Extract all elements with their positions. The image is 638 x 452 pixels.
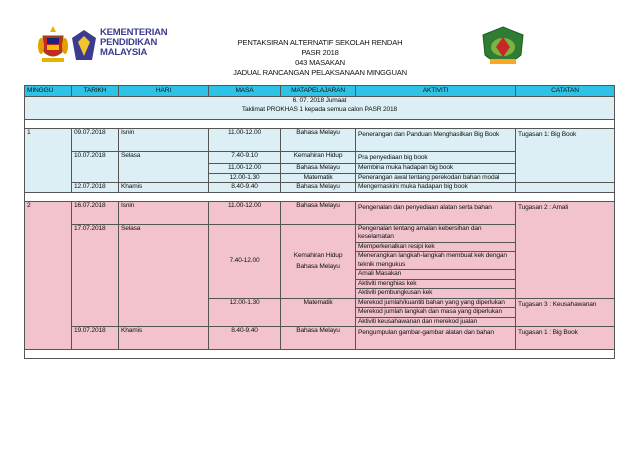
day-cell: Khamis	[119, 327, 209, 350]
day-cell: Isnin	[119, 129, 209, 152]
date-cell: 09.07.2018	[72, 129, 119, 152]
note-cell	[516, 183, 615, 193]
col-aktiviti: AKTIVITI	[356, 86, 516, 97]
activity-cell: Pengenalan tentang amalan kebersihan dan keselamatan	[356, 224, 516, 242]
col-tarikh: TARIKH	[72, 86, 119, 97]
spacer-cell	[25, 192, 615, 201]
header-subtitle: PASR 2018	[301, 48, 339, 57]
activity-cell: Aktiviti menghias kek	[356, 279, 516, 289]
school-badge-icon	[480, 25, 526, 71]
day-cell: Khamis	[119, 183, 209, 193]
activity-cell: Merekod jumlah/kuantiti bahan yang yang diperlukan	[356, 298, 516, 308]
subject-cell: Matematik	[281, 173, 356, 183]
date-cell: 12.07.2018	[72, 183, 119, 193]
time-cell: 12.00-1.30	[209, 298, 281, 327]
document-header	[180, 38, 460, 78]
activity-cell: Pengumpulan gambar-gambar alatan dan bahan	[356, 327, 516, 350]
subject-cell: Bahasa Melayu	[281, 129, 356, 152]
subject-cell: Kemahiran Hidup Bahasa Melayu	[281, 224, 356, 298]
ministry-line-1: KEMENTERIAN	[100, 27, 168, 38]
day-cell: Isnin	[119, 201, 209, 224]
spacer-row	[25, 350, 615, 359]
activity-cell: Aktiviti keusahawanan dan merekod jualan	[356, 317, 516, 327]
col-hari: HARI	[119, 86, 209, 97]
week-number: 2	[25, 201, 72, 350]
activity-cell: Penerangan dan Panduan Menghasilkan Big Book	[356, 129, 516, 152]
time-cell: 11.00-12.00	[209, 201, 281, 224]
time-cell: 8.40-9.40	[209, 327, 281, 350]
header-subject: 043 MASAKAN	[295, 58, 345, 67]
time-cell: 7.40-9.10	[209, 152, 281, 164]
date-cell: 16.07.2018	[72, 201, 119, 224]
ministry-line-3: MALAYSIA	[100, 47, 148, 58]
notice-text: Taklimat PROKHAS 1 kepada semua calon PASR 2018	[241, 105, 398, 113]
time-cell: 7.40-12.00	[209, 224, 281, 298]
activity-cell: Penerangan awal tentang perekodan bahan modal	[356, 173, 516, 183]
col-matapelajaran: MATAPELAJARAN	[281, 86, 356, 97]
activity-cell: Membina muka hadapan big book	[356, 164, 516, 174]
time-cell: 11.00-12.00	[209, 164, 281, 174]
header-schedule-title: JADUAL RANCANGAN PELAKSANAAN MINGGUAN	[233, 68, 407, 77]
note-cell: Tugasan 1: Big Book	[516, 129, 615, 183]
activity-cell: Pengenalan dan penyediaan alatan serta bahan	[356, 201, 516, 224]
activity-cell: Mengemaskini muka hadapan big book	[356, 183, 516, 193]
subject-cell: Bahasa Melayu	[281, 327, 356, 350]
col-masa: MASA	[209, 86, 281, 97]
activity-cell: Menerangkan langkah-langkah membuat kek dengan teknik mengukus	[356, 252, 516, 270]
col-minggu: MINGGU	[25, 86, 72, 97]
activity-cell: Pra penyediaan big book	[356, 152, 516, 164]
time-cell: 12.00-1.30	[209, 173, 281, 183]
subject-cell: Kemahiran Hidup	[281, 152, 356, 164]
date-cell: 17.07.2018	[72, 224, 119, 327]
ministry-logo	[38, 22, 168, 70]
spacer-row	[25, 120, 615, 129]
spacer-row	[25, 192, 615, 201]
day-cell: Selasa	[119, 224, 209, 327]
table-row	[25, 201, 615, 224]
activity-cell: Amali Masakan	[356, 270, 516, 280]
date-cell: 10.07.2018	[72, 152, 119, 183]
note-cell: Tugasan 2 : Amali	[516, 201, 615, 298]
kpm-emblem-icon	[70, 28, 98, 64]
subject-cell: Bahasa Melayu	[281, 201, 356, 224]
malaysia-crest-icon	[38, 24, 68, 66]
table-row	[25, 183, 615, 193]
ministry-line-2: PENDIDIKAN	[100, 37, 158, 48]
subject-cell: Bahasa Melayu	[281, 183, 356, 193]
table-row	[25, 327, 615, 350]
activity-cell: Merekod jumlah langkah dan masa yang diperlukan	[356, 308, 516, 318]
col-catatan: CATATAN	[516, 86, 615, 97]
subject-cell: Matematik	[281, 298, 356, 327]
table-header-row	[25, 86, 615, 97]
notice-date: 6. 07. 2018 Jumaat	[292, 97, 347, 104]
note-cell: Tugasan 3 : Keusahawanan	[516, 298, 615, 327]
table-row	[25, 129, 615, 152]
notice-cell	[25, 97, 615, 120]
date-cell: 19.07.2018	[72, 327, 119, 350]
activity-cell: Aktiviti pembungkusan kek	[356, 289, 516, 299]
day-cell: Selasa	[119, 152, 209, 183]
subject-cell: Bahasa Melayu	[281, 164, 356, 174]
header-title: PENTAKSIRAN ALTERNATIF SEKOLAH RENDAH	[237, 38, 403, 47]
schedule-table	[24, 85, 615, 359]
week-number: 1	[25, 129, 72, 193]
spacer-cell	[25, 350, 615, 359]
ministry-name	[100, 28, 170, 58]
time-cell: 8.40-9.40	[209, 183, 281, 193]
spacer-cell	[25, 120, 615, 129]
note-cell: Tugasan 1 : Big Book	[516, 327, 615, 350]
time-cell: 11.00-12.00	[209, 129, 281, 152]
notice-row	[25, 97, 615, 120]
activity-cell: Memperkenalkan resipi kek	[356, 242, 516, 252]
